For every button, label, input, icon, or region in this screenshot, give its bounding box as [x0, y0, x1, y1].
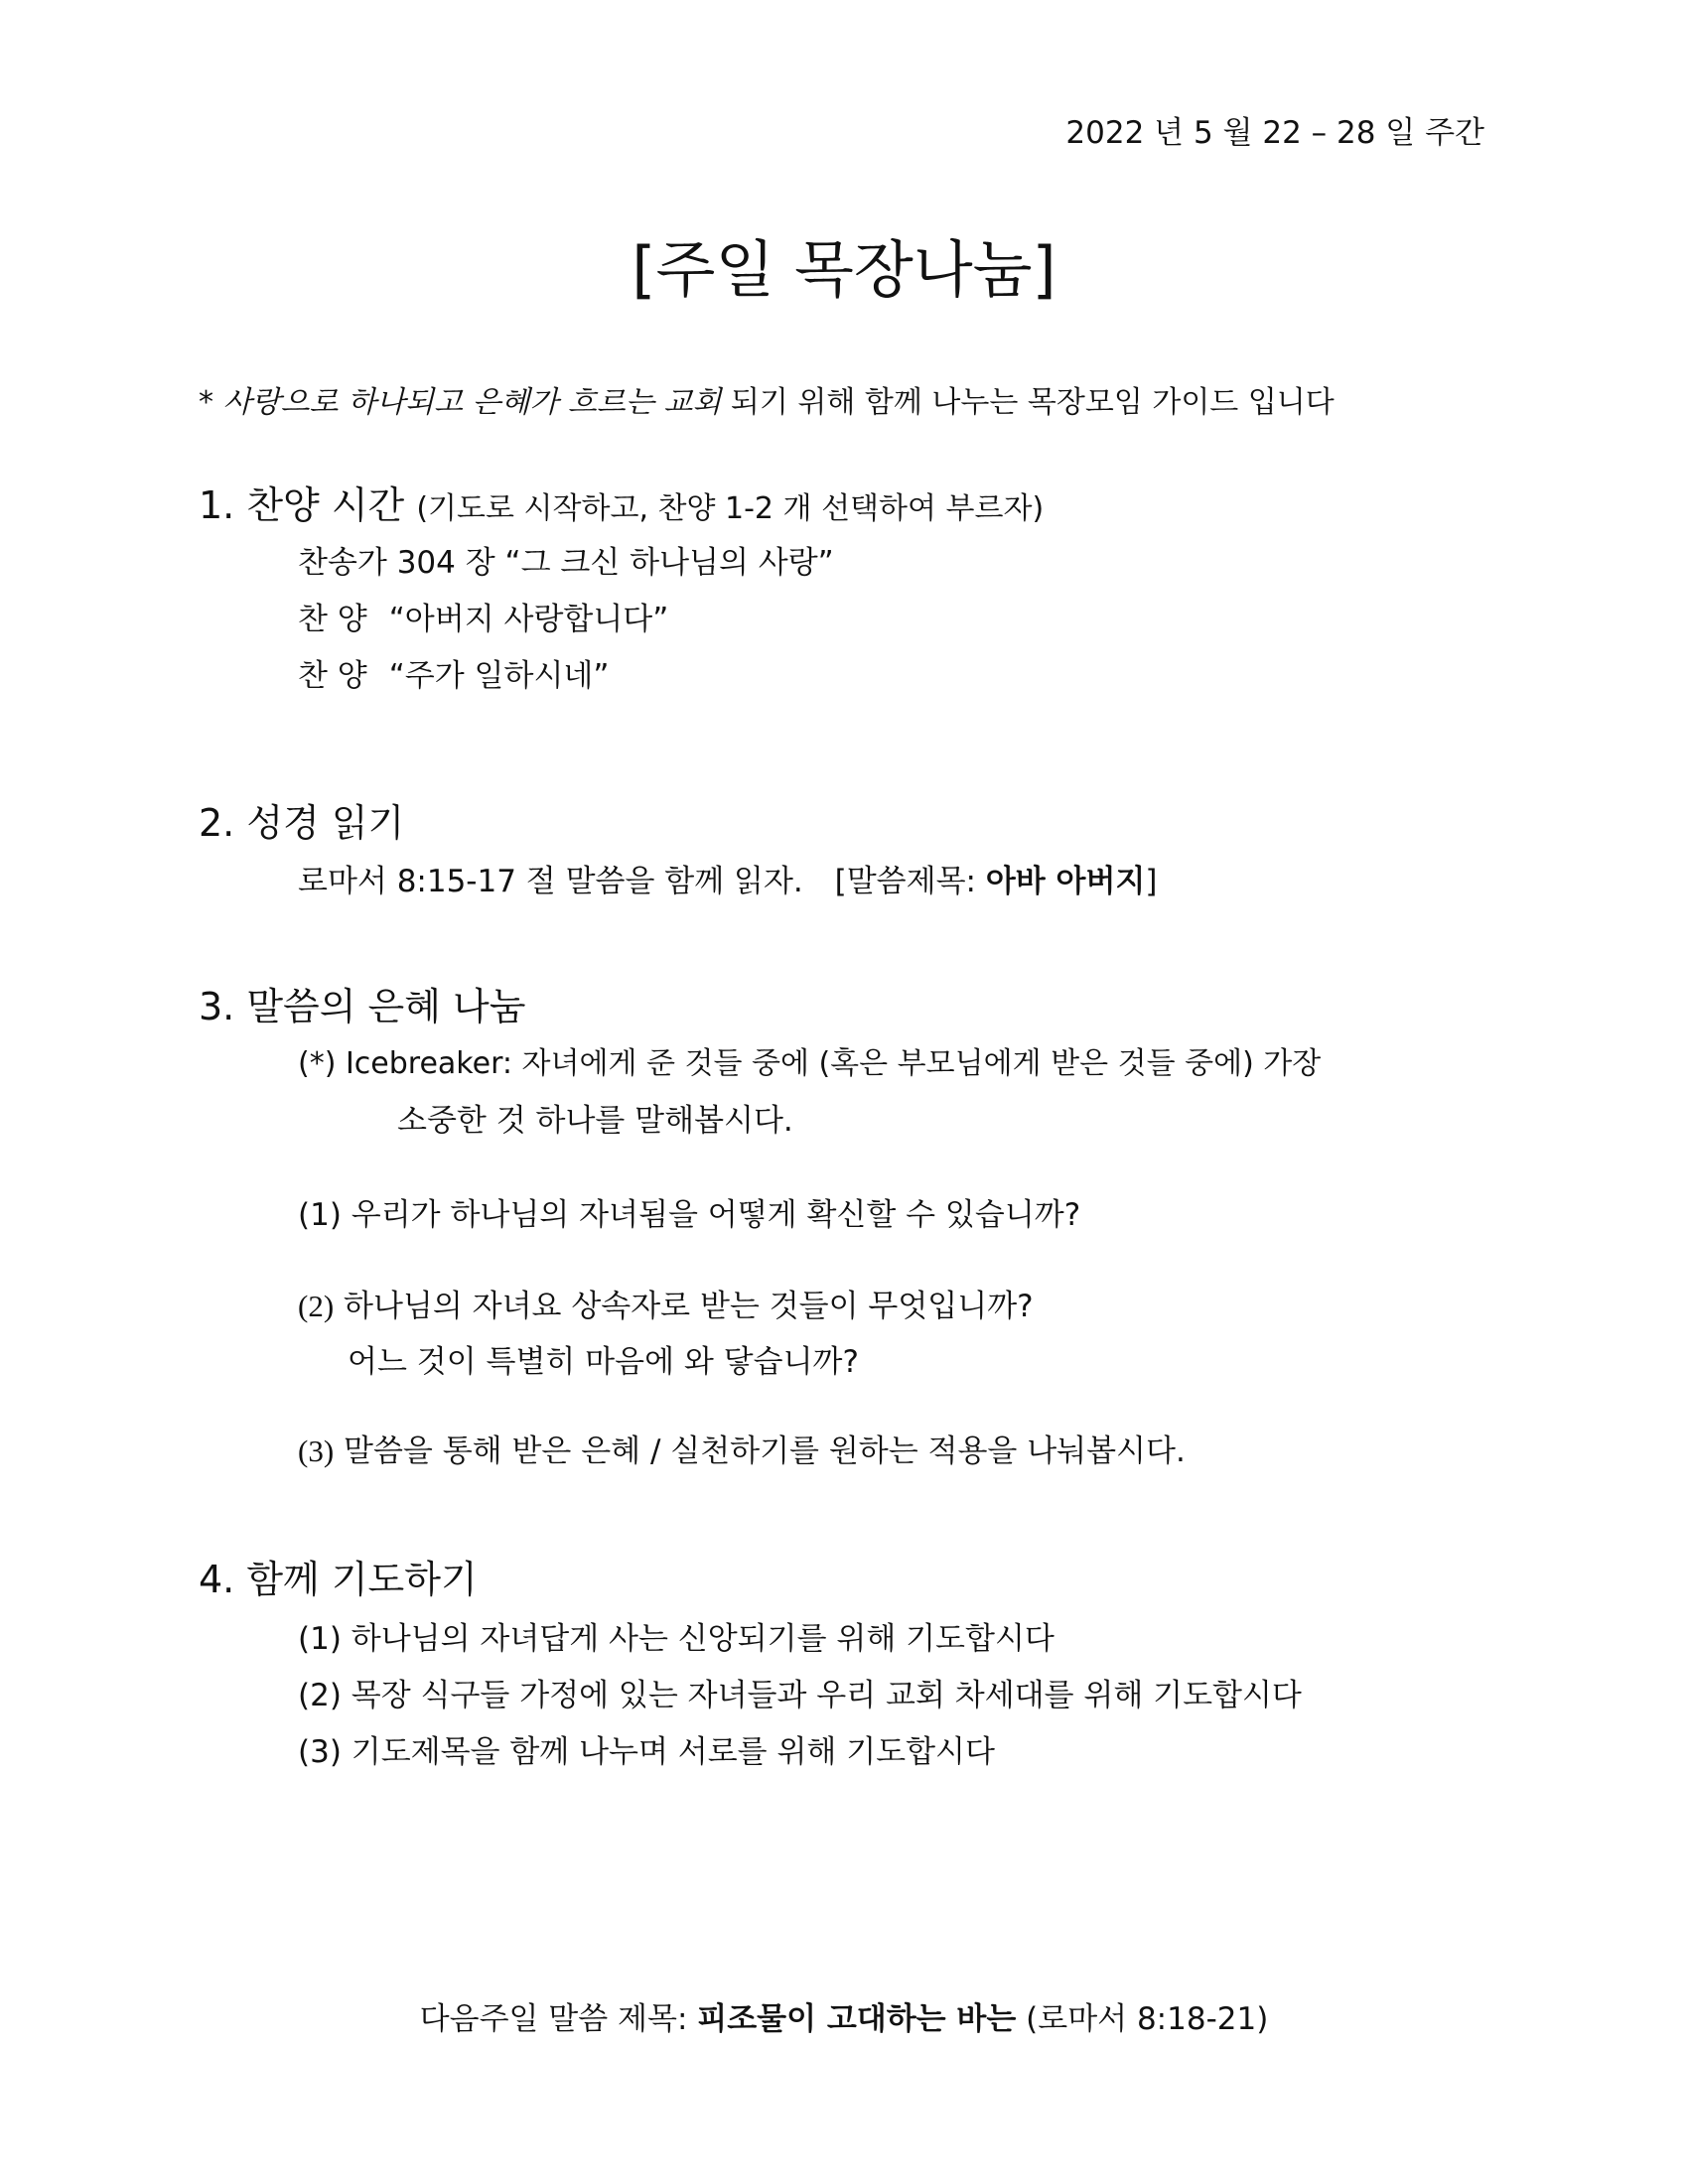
question-number: (2) [298, 1289, 335, 1323]
question-number: (1) [298, 1197, 342, 1233]
question-2-line-2: 어느 것이 특별히 마음에 와 닿습니까? [348, 1344, 859, 1380]
question-1 [298, 1189, 1080, 1234]
question-number: (3) [298, 1433, 335, 1468]
reading-text: 로마서 8:15-17 절 말씀을 함께 읽자. [298, 864, 803, 899]
intro-rest: 되기 위해 함께 나누는 목장모임 가이드 입니다 [730, 385, 1335, 420]
intro-marker: * [199, 385, 213, 420]
intro-line [199, 377, 1335, 421]
question-3 [298, 1426, 1186, 1470]
question-text: 우리가 하나님의 자녀됨을 어떻게 확신할 수 있습니까? [351, 1197, 1081, 1233]
song-title: “아버지 사랑합니다” [388, 602, 669, 637]
question-text: 하나님의 자녀요 상속자로 받는 것들이 무엇입니까? [344, 1289, 1034, 1324]
reading-line [298, 856, 1157, 900]
prayer-item: (2) 목장 식구들 가정에 있는 자녀들과 우리 교회 차세대를 위해 기도합시다 [298, 1678, 1302, 1713]
page-title: [주일 목장나눔] [632, 233, 1056, 306]
week-date: 2022 년 5 월 22 – 28 일 주간 [1065, 115, 1484, 151]
section-2-heading: 2. 성경 읽기 [199, 801, 405, 845]
sermon-title: 아바 아버지 [985, 864, 1146, 899]
next-sermon-label: 다음주일 말씀 제목: [419, 2001, 688, 2037]
section-1-heading [199, 475, 1044, 529]
next-sermon-ref: (로마서 8:18-21) [1026, 2001, 1269, 2037]
sermon-label: [말씀제목: [834, 864, 976, 899]
sermon-close: ] [1145, 864, 1158, 899]
song-title: “그 크신 하나님의 사랑” [504, 545, 834, 581]
icebreaker-line-1: (*) Icebreaker: 자녀에게 준 것들 중에 (혹은 부모님에게 받은 것들 중에) 가장 [298, 1046, 1322, 1081]
prayer-item: (3) 기도제목을 함께 나누며 서로를 위해 기도합시다 [298, 1734, 995, 1770]
section-1-title: 1. 찬양 시간 [199, 483, 405, 527]
next-sermon-title: 피조물이 고대하는 바는 [697, 2001, 1017, 2037]
section-3-heading: 3. 말씀의 은혜 나눔 [199, 985, 526, 1028]
question-2 [298, 1281, 1034, 1325]
next-sermon-line [0, 1993, 1688, 2038]
section-4-heading: 4. 함께 기도하기 [199, 1558, 478, 1601]
intro-emphasis: 사랑으로 하나되고 은혜가 흐르는 교회 [222, 385, 722, 420]
question-text: 말씀을 통해 받은 은혜 / 실천하기를 원하는 적용을 나눠봅시다. [344, 1433, 1186, 1469]
song-label: 찬 양 [298, 658, 367, 694]
song-title: “주가 일하시네” [388, 658, 610, 694]
song-label: 찬 양 [298, 602, 367, 637]
icebreaker-line-2: 소중한 것 하나를 말해봅시다. [397, 1103, 793, 1139]
song-item [298, 650, 609, 695]
song-item [298, 594, 668, 638]
prayer-item: (1) 하나님의 자녀답게 사는 신앙되기를 위해 기도합시다 [298, 1621, 1055, 1657]
song-label: 찬송가 304 장 [298, 545, 495, 581]
song-item [298, 537, 834, 582]
section-1-note: (기도로 시작하고, 찬양 1-2 개 선택하여 부르자) [416, 491, 1045, 526]
